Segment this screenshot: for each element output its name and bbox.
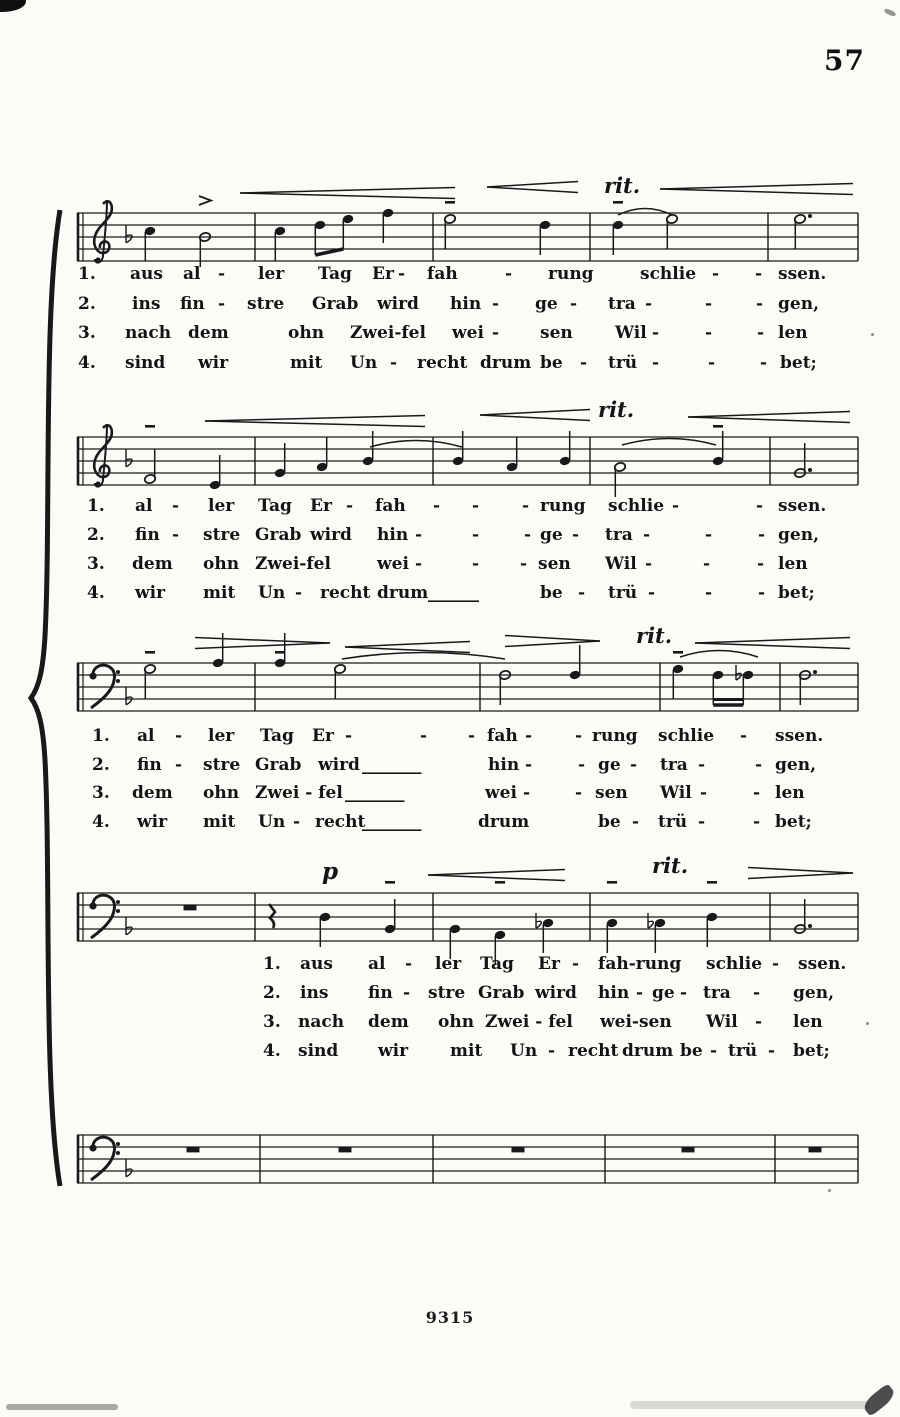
dynamic-label: p — [322, 858, 339, 885]
lyric-syllable: _______ — [345, 783, 405, 803]
lyric-syllable: trü — [608, 583, 638, 603]
lyric-syllable: fah — [375, 496, 406, 516]
lyric-syllable: al — [135, 496, 153, 516]
lyric-syllable: - — [472, 525, 480, 545]
lyric-syllable: sen — [538, 554, 571, 574]
lyric-syllable: - — [172, 496, 180, 516]
lyric-syllable: - — [757, 323, 765, 343]
lyric-syllable: ohn — [288, 323, 325, 343]
lyric-syllable: - — [522, 496, 530, 516]
lyric-syllable: - — [405, 954, 413, 974]
lyric-syllable: - — [345, 726, 353, 746]
lyric-syllable: wir — [198, 352, 229, 373]
lyric-syllable: wir — [378, 1041, 409, 1061]
verse-number: 1. — [92, 726, 110, 746]
lyric-syllable: - — [772, 954, 780, 974]
lyric-syllable: bet; — [778, 583, 815, 603]
lyric-syllable: - — [755, 264, 763, 284]
lyric-syllable: dem — [132, 554, 173, 574]
lyric-syllable: Er — [538, 954, 560, 974]
lyric-syllable: nach — [298, 1012, 345, 1032]
lyric-syllable: - — [712, 264, 720, 284]
lyric-syllable: fin — [135, 525, 160, 545]
lyric-syllable: ssen. — [778, 496, 827, 516]
lyric-syllable: - — [403, 983, 411, 1003]
verse-number: 4. — [87, 583, 105, 603]
lyric-syllable: stre — [428, 983, 466, 1003]
lyric-syllable: - — [523, 783, 531, 803]
lyric-syllable: tra — [608, 293, 636, 314]
lyric-syllable: Wil — [660, 783, 692, 803]
lyric-syllable: - — [578, 583, 586, 603]
lyric-syllable: _______ — [362, 811, 422, 832]
lyric-syllable: tra — [605, 525, 633, 545]
lyric-syllable: drum — [377, 583, 429, 603]
lyric-syllable: rung — [540, 496, 586, 516]
lyric-syllable: - — [643, 525, 651, 545]
lyric-syllable: Zwei - fel — [485, 1012, 573, 1032]
lyric-syllable: Wil — [615, 323, 647, 343]
lyric-syllable: - — [468, 726, 476, 746]
lyric-syllable: - — [756, 293, 764, 314]
lyric-syllable: fah — [427, 264, 458, 284]
lyric-syllable: Wil — [706, 1012, 738, 1032]
lyric-syllable: mit — [203, 583, 236, 603]
lyric-syllable: - — [705, 293, 713, 314]
lyric-syllable: - — [525, 754, 533, 775]
lyric-syllable: sind — [298, 1041, 339, 1061]
lyric-syllable: fin — [137, 754, 162, 775]
lyric-syllable: ge — [540, 525, 563, 545]
lyric-syllable: wird — [318, 754, 360, 775]
lyric-syllable: trü — [658, 811, 688, 832]
lyric-syllable: - — [218, 264, 226, 284]
lyric-syllable: - — [295, 583, 303, 603]
ritardando-label: rit. — [598, 397, 635, 422]
lyric-syllable: - — [756, 496, 764, 516]
lyric-syllable: - — [433, 496, 441, 516]
lyric-syllable: - — [175, 726, 183, 746]
lyric-syllable: - — [768, 1041, 776, 1061]
lyric-syllable: hin — [377, 525, 409, 545]
lyric-syllable: recht — [417, 352, 468, 373]
verse-number: 2. — [92, 754, 110, 775]
plate-number: 9315 — [425, 1308, 475, 1327]
lyric-syllable: mit — [450, 1041, 483, 1061]
lyric-syllable: - — [524, 525, 532, 545]
lyric-syllable: al — [368, 954, 386, 974]
lyric-syllable: Grab — [255, 525, 302, 545]
lyric-syllable: - — [710, 1041, 718, 1061]
lyric-syllable: - — [698, 811, 706, 832]
lyric-syllable: tra — [703, 983, 731, 1003]
verse-number: 2. — [78, 293, 96, 314]
lyric-syllable: bet; — [780, 352, 817, 373]
lyric-syllable: Tag — [480, 954, 514, 974]
lyric-syllable: Grab — [312, 293, 359, 314]
lyric-syllable: ______ — [428, 583, 479, 603]
lyric-syllable: ssen. — [778, 264, 827, 284]
lyric-syllable: - — [705, 583, 713, 603]
lyric-syllable: Un — [350, 352, 378, 373]
lyric-syllable: fin — [180, 293, 205, 314]
lyric-syllable: ohn — [438, 1012, 475, 1032]
lyric-syllable: Zwei-fel — [255, 554, 331, 574]
lyric-syllable: - — [570, 293, 578, 314]
lyric-syllable: Er — [372, 264, 394, 284]
lyric-syllable: - — [505, 264, 513, 284]
lyric-syllable: Zwei - fel — [255, 783, 343, 803]
lyric-syllable: fah-rung — [598, 954, 682, 974]
lyric-syllable: drum — [622, 1041, 674, 1061]
lyric-syllable: len — [775, 783, 805, 803]
lyric-syllable: ler — [208, 496, 235, 516]
lyric-syllable: al — [183, 264, 201, 284]
lyric-syllable: drum — [480, 352, 532, 373]
lyric-syllable: - — [700, 783, 708, 803]
verse-number: 1. — [87, 496, 105, 516]
lyric-syllable: be — [540, 583, 563, 603]
lyric-syllable: - — [492, 293, 500, 314]
lyric-syllable: al — [137, 726, 155, 746]
lyric-syllable: schlie — [658, 726, 715, 746]
verse-number: 1. — [78, 264, 96, 284]
verse-number: 2. — [263, 983, 281, 1003]
lyric-syllable: - — [415, 554, 423, 574]
lyric-syllable: wei — [452, 323, 484, 343]
lyric-syllable: Grab — [478, 983, 525, 1003]
lyric-syllable: - — [632, 811, 640, 832]
lyric-syllable: - — [575, 726, 583, 746]
lyric-syllable: recht — [568, 1041, 619, 1061]
lyric-syllable: - — [648, 583, 656, 603]
lyric-syllable: - — [420, 726, 428, 746]
lyric-syllable: wir — [137, 811, 168, 832]
lyric-syllable: bet; — [775, 811, 812, 832]
verse-number: 3. — [92, 783, 110, 803]
lyric-syllable: ler — [208, 726, 235, 746]
page-number: 57 — [824, 44, 865, 77]
lyric-syllable: ge — [652, 983, 675, 1003]
lyric-syllable: gen, — [793, 983, 834, 1003]
lyric-syllable: sen — [540, 323, 573, 343]
lyric-syllable: wei — [485, 783, 517, 803]
lyric-syllable: hin — [598, 983, 630, 1003]
ritardando-label: rit. — [652, 853, 689, 878]
lyric-syllable: Er — [310, 496, 332, 516]
lyric-syllable: ge — [535, 293, 558, 314]
verse-number: 4. — [92, 811, 110, 832]
lyric-syllable: ohn — [203, 783, 240, 803]
lyric-syllable: wird — [310, 525, 352, 545]
lyric-syllable: - — [703, 554, 711, 574]
lyric-syllable: - — [755, 754, 763, 775]
ritardando-label: rit. — [604, 173, 641, 198]
lyric-syllable: be — [680, 1041, 703, 1061]
lyric-syllable: be — [540, 352, 563, 373]
lyric-syllable: len — [778, 323, 808, 343]
lyric-syllable: Er — [312, 726, 334, 746]
lyric-syllable: - — [753, 783, 761, 803]
verse-number: 4. — [78, 352, 96, 373]
lyric-syllable: aus — [300, 954, 333, 974]
lyric-syllable: recht — [315, 811, 366, 832]
lyric-syllable: - — [672, 496, 680, 516]
lyric-syllable: Zwei-fel — [350, 323, 426, 343]
lyric-syllable: - — [415, 525, 423, 545]
lyric-syllable: ssen. — [775, 726, 824, 746]
lyric-syllable: wird — [377, 293, 419, 314]
lyric-syllable: trü — [608, 352, 638, 373]
lyric-syllable: be — [598, 811, 621, 832]
lyric-syllable: - — [652, 352, 660, 373]
lyric-syllable: bet; — [793, 1041, 830, 1061]
lyric-syllable: - — [572, 525, 580, 545]
lyric-syllable: fah — [487, 726, 518, 746]
lyric-syllable: - — [652, 323, 660, 343]
lyric-syllable: len — [778, 554, 808, 574]
lyric-syllable: recht — [320, 583, 371, 603]
lyric-syllable: - — [758, 583, 766, 603]
lyric-syllable: - — [755, 1012, 763, 1032]
lyric-syllable: schlie — [640, 264, 697, 284]
lyric-syllable: stre — [203, 754, 241, 775]
lyric-syllable: - — [753, 811, 761, 832]
lyric-syllable: - — [636, 983, 644, 1003]
lyric-syllable: ins — [300, 983, 329, 1003]
lyric-syllable: fin — [368, 983, 393, 1003]
lyric-syllable: - — [757, 554, 765, 574]
lyric-syllable: sen — [595, 783, 628, 803]
lyric-syllable: trü — [728, 1041, 758, 1061]
lyric-syllable: gen, — [775, 754, 816, 775]
lyric-syllable: gen, — [778, 293, 819, 314]
lyric-syllable: ins — [132, 293, 161, 314]
lyric-syllable: - — [575, 783, 583, 803]
lyric-syllable: sind — [125, 352, 166, 373]
lyric-syllable: - — [680, 983, 688, 1003]
ritardando-label: rit. — [636, 623, 673, 648]
lyric-syllable: ssen. — [798, 954, 847, 974]
lyric-syllable: aus — [130, 264, 163, 284]
lyric-syllable: wei — [377, 554, 409, 574]
lyric-syllable: - — [753, 983, 761, 1003]
lyric-syllable: Tag — [318, 264, 352, 284]
lyric-syllable: - — [708, 352, 716, 373]
lyric-syllable: - — [218, 293, 226, 314]
lyric-syllable: - — [645, 554, 653, 574]
lyric-syllable: nach — [125, 323, 172, 343]
lyric-syllable: mit — [203, 811, 236, 832]
lyric-syllable: ohn — [203, 554, 240, 574]
lyric-syllable: hin — [488, 754, 520, 775]
lyric-syllable: ler — [258, 264, 285, 284]
lyric-syllable: - — [520, 554, 528, 574]
lyric-syllable: - — [760, 352, 768, 373]
lyric-syllable: Wil — [605, 554, 637, 574]
lyric-syllable: gen, — [778, 525, 819, 545]
lyric-syllable: schlie — [608, 496, 665, 516]
lyric-syllable: - — [705, 525, 713, 545]
lyric-syllable: stre — [203, 525, 241, 545]
lyric-syllable: wird — [535, 983, 577, 1003]
lyric-syllable: mit — [290, 352, 323, 373]
lyric-syllable: wei-sen — [600, 1012, 672, 1032]
lyric-syllable: - — [472, 496, 480, 516]
lyric-syllable: - — [492, 323, 500, 343]
lyric-syllable: - — [172, 525, 180, 545]
lyric-syllable: Un — [258, 583, 286, 603]
lyric-syllable: hin — [450, 293, 482, 314]
verse-number: 3. — [87, 554, 105, 574]
lyric-syllable: - — [580, 352, 588, 373]
lyric-syllable: - — [645, 293, 653, 314]
lyric-syllable: len — [793, 1012, 823, 1032]
lyric-syllable: tra — [660, 754, 688, 775]
lyric-syllable: ler — [435, 954, 462, 974]
lyric-syllable: Un — [258, 811, 286, 832]
lyric-syllable: drum — [478, 811, 530, 832]
lyric-syllable: dem — [368, 1012, 409, 1032]
lyric-syllable: - — [175, 754, 183, 775]
lyric-syllable: dem — [132, 783, 173, 803]
lyric-syllable: wir — [135, 583, 166, 603]
lyric-syllable: - — [525, 726, 533, 746]
lyric-syllable: - — [293, 811, 301, 832]
lyric-syllable: - — [398, 264, 406, 284]
verse-number: 2. — [87, 525, 105, 545]
lyric-syllable: - — [698, 754, 706, 775]
lyric-syllable: - — [390, 352, 398, 373]
lyric-syllable: - — [740, 726, 748, 746]
lyric-syllable: stre — [247, 293, 285, 314]
verse-number: 3. — [78, 323, 96, 343]
lyric-syllable: rung — [548, 264, 594, 284]
lyric-syllable: - — [705, 323, 713, 343]
verse-number: 1. — [263, 954, 281, 974]
lyric-syllable: Un — [510, 1041, 538, 1061]
lyric-syllable: - — [572, 954, 580, 974]
lyric-syllable: - — [472, 554, 480, 574]
lyric-syllable: Tag — [260, 726, 294, 746]
lyric-syllable: Tag — [258, 496, 292, 516]
lyric-syllable: _______ — [362, 754, 422, 775]
lyric-syllable: - — [346, 496, 354, 516]
lyric-syllable: - — [758, 525, 766, 545]
verse-number: 3. — [263, 1012, 281, 1032]
lyric-syllable: - — [630, 754, 638, 775]
lyric-syllable: rung — [592, 726, 638, 746]
verse-number: 4. — [263, 1041, 281, 1061]
lyric-syllable: - — [548, 1041, 556, 1061]
lyric-syllable: dem — [188, 323, 229, 343]
lyric-syllable: ge — [598, 754, 621, 775]
lyric-syllable: - — [578, 754, 586, 775]
lyric-syllable: schlie — [706, 954, 763, 974]
lyric-syllable: Grab — [255, 754, 302, 775]
